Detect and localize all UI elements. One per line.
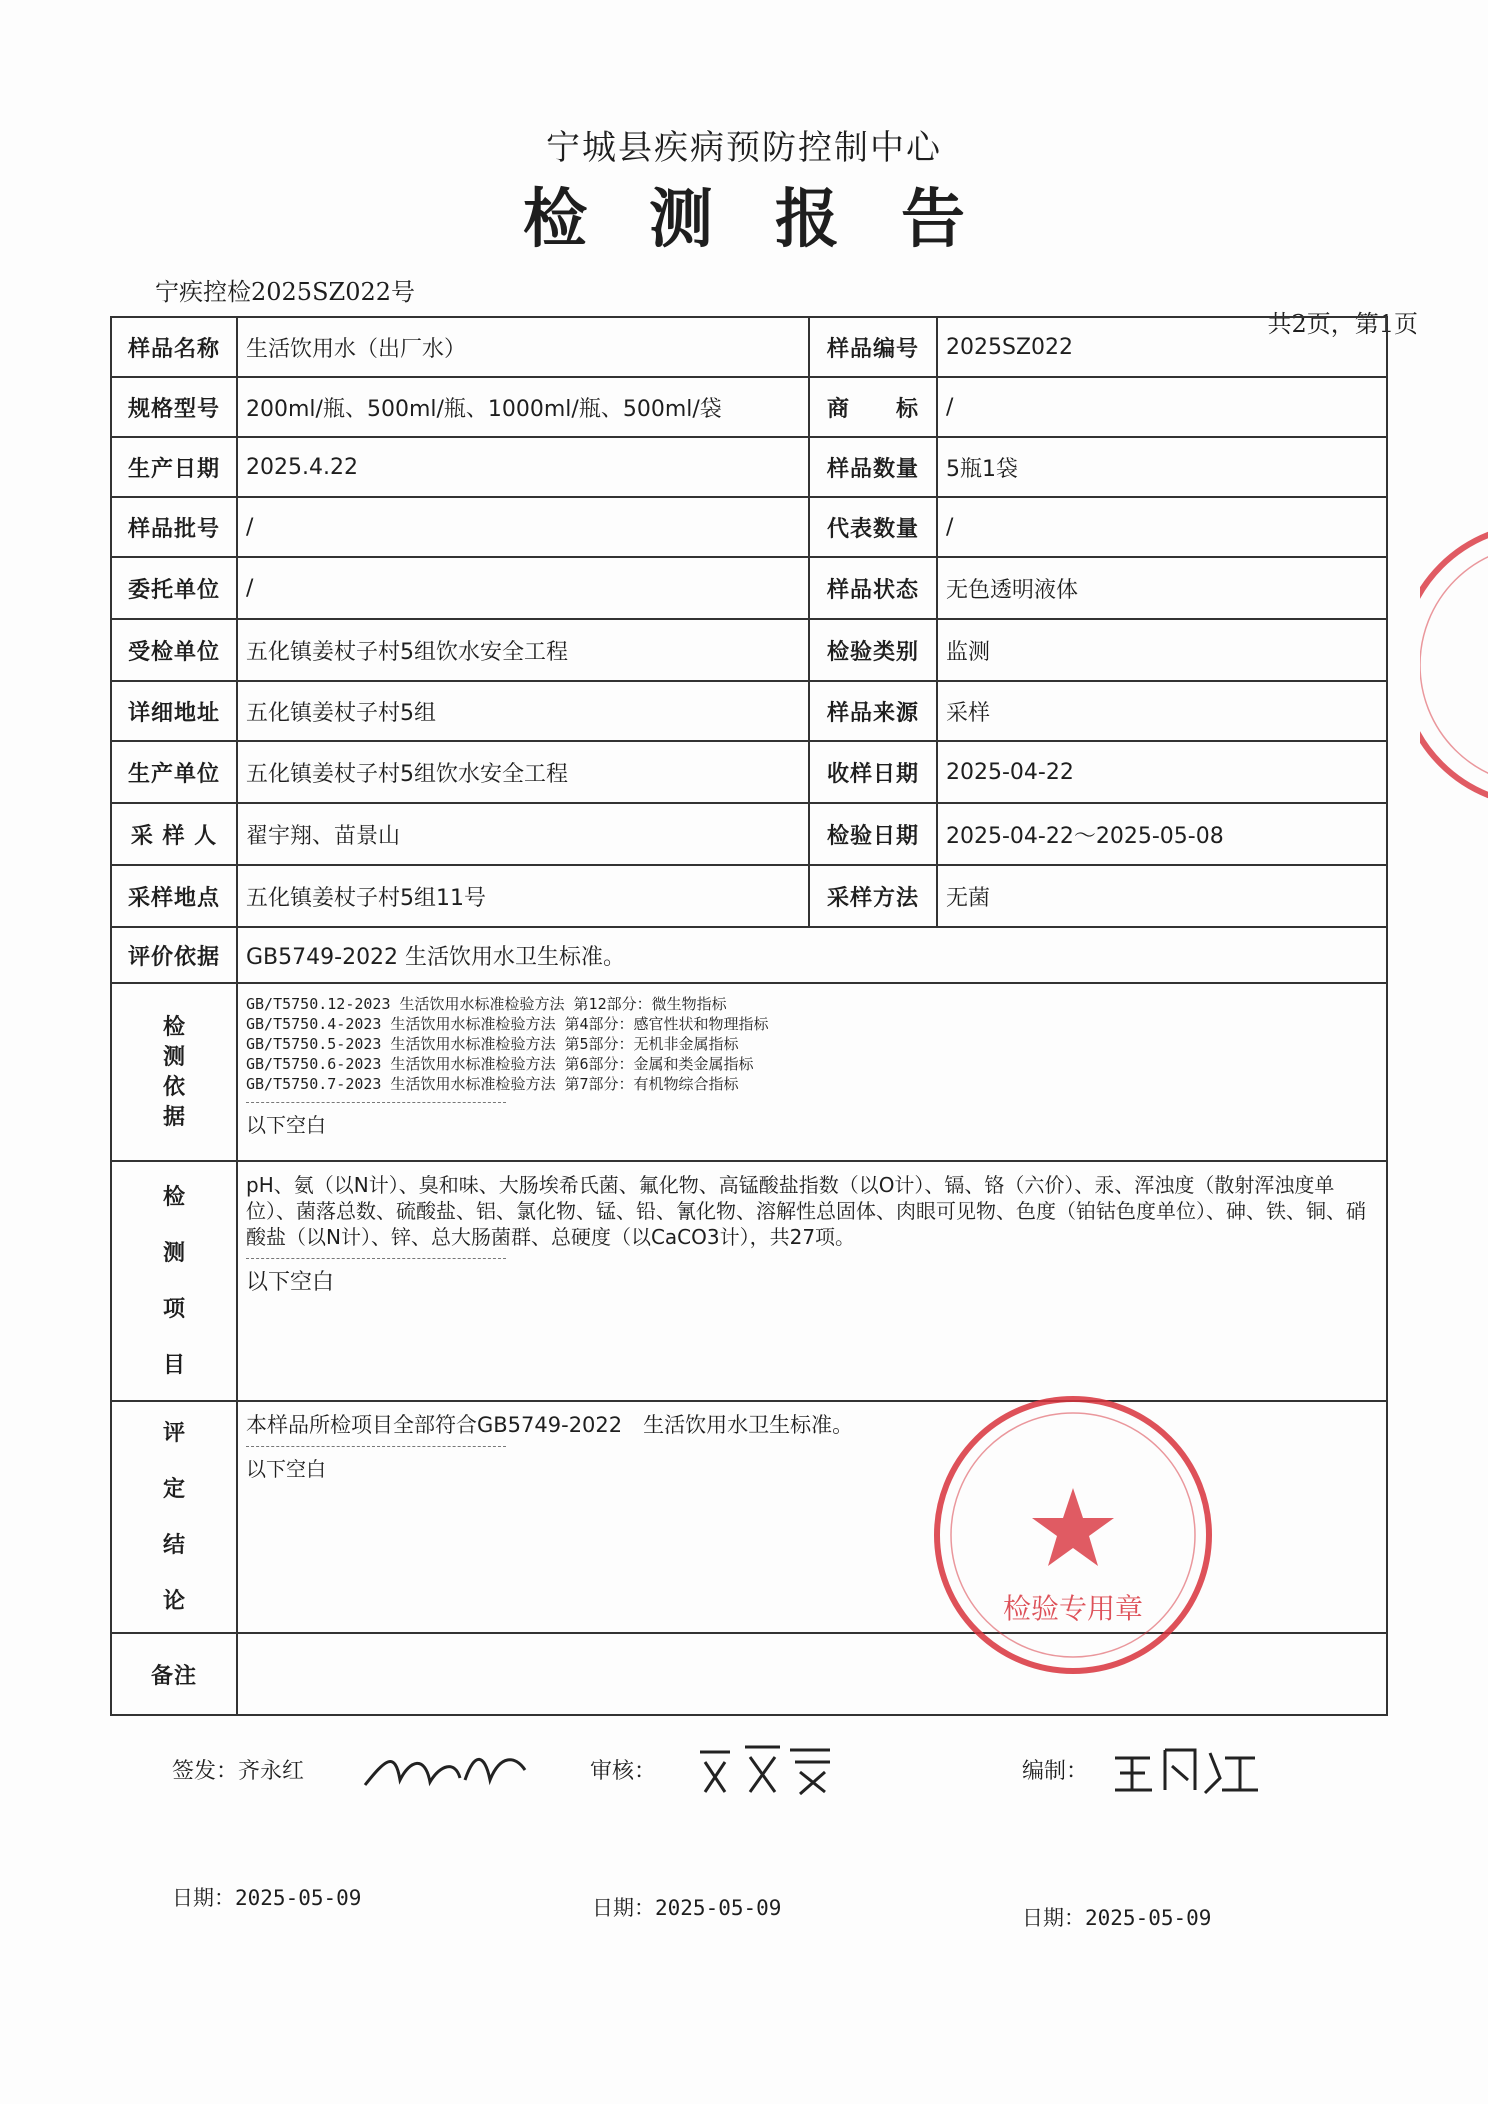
label-test-items: 检 测 项 目 bbox=[111, 1161, 237, 1401]
divider bbox=[246, 1446, 506, 1447]
label-address: 详细地址 bbox=[111, 681, 237, 741]
label-category: 检验类别 bbox=[809, 619, 937, 681]
value-basis: GB5749-2022 生活饮用水卫生标准。 bbox=[237, 927, 1387, 983]
seal-text: 检验专用章 bbox=[1002, 1592, 1144, 1625]
value-recv-date: 2025-04-22 bbox=[937, 741, 1387, 803]
label-remarks: 备注 bbox=[111, 1633, 237, 1715]
label-spec: 规格型号 bbox=[111, 377, 237, 437]
official-seal-icon bbox=[928, 1390, 1218, 1680]
issuer-label: 签发： bbox=[172, 1759, 239, 1784]
compiler-signature-icon bbox=[1110, 1738, 1260, 1798]
value-batch: / bbox=[237, 497, 809, 557]
value-category: 监测 bbox=[937, 619, 1387, 681]
compiler-field bbox=[1022, 1754, 1088, 1785]
value-client: / bbox=[237, 557, 809, 619]
label-test-date: 检验日期 bbox=[809, 803, 937, 865]
divider bbox=[246, 1258, 506, 1259]
test-items-text: pH、氨（以N计）、臭和味、大肠埃希氏菌、氟化物、高锰酸盐指数（以O计）、镉、铬（六价）、汞、浑浊度（散射浑浊度单位）、菌落总数、硫酸盐、铝、氯化物、锰、铅、氰化物、溶解性总固体、肉眼可见物、色度（铂钴色度单位）、砷、铁、铜、硝酸盐（以N计）、锌、总大肠菌群、总硬度（以CaCO3计），共27项。 bbox=[246, 1173, 1366, 1249]
test-basis-line: GB/T5750.4-2023 生活饮用水标准检验方法 第4部分：感官性状和物理指标 bbox=[246, 1015, 769, 1033]
label-method: 采样方法 bbox=[809, 865, 937, 927]
report-title: 检测报告 bbox=[523, 182, 1027, 257]
value-state: 无色透明液体 bbox=[937, 557, 1387, 619]
label-rep-qty: 代表数量 bbox=[809, 497, 937, 557]
label-inspected: 受检单位 bbox=[111, 619, 237, 681]
reviewer-label: 审核： bbox=[590, 1759, 657, 1784]
reviewer-date: 日期：2025-05-09 bbox=[592, 1896, 782, 1920]
test-basis-line: GB/T5750.5-2023 生活饮用水标准检验方法 第5部分：无机非金属指标 bbox=[246, 1035, 739, 1053]
label-basis: 评价依据 bbox=[111, 927, 237, 983]
label-source: 样品来源 bbox=[809, 681, 937, 741]
label-producer: 生产单位 bbox=[111, 741, 237, 803]
label-batch: 样品批号 bbox=[111, 497, 237, 557]
value-sample-name: 生活饮用水（出厂水） bbox=[237, 317, 809, 377]
value-inspected: 五化镇姜杖子村5组饮水安全工程 bbox=[237, 619, 809, 681]
org-name: 宁城县疾病预防控制中心 bbox=[546, 128, 942, 168]
blank-note: 以下空白 bbox=[246, 1270, 335, 1295]
test-basis-line: GB/T5750.7-2023 生活饮用水标准检验方法 第7部分：有机物综合指标 bbox=[246, 1075, 739, 1093]
value-producer: 五化镇姜杖子村5组饮水安全工程 bbox=[237, 741, 809, 803]
label-sample-name: 样品名称 bbox=[111, 317, 237, 377]
blank-note: 以下空白 bbox=[246, 1457, 326, 1481]
value-quantity: 5瓶1袋 bbox=[937, 437, 1387, 497]
value-source: 采样 bbox=[937, 681, 1387, 741]
value-sample-no: 2025SZ022 bbox=[937, 317, 1387, 377]
value-address: 五化镇姜杖子村5组 bbox=[237, 681, 809, 741]
test-basis-content bbox=[237, 983, 1387, 1161]
test-basis-line: GB/T5750.12-2023 生活饮用水标准检验方法 第12部分：微生物指标 bbox=[246, 995, 727, 1013]
blank-note: 以下空白 bbox=[246, 1113, 326, 1137]
value-method: 无菌 bbox=[937, 865, 1387, 927]
report-number: 宁疾控检2025SZ022号 bbox=[155, 278, 416, 306]
label-quantity: 样品数量 bbox=[809, 437, 937, 497]
test-basis-line: GB/T5750.6-2023 生活饮用水标准检验方法 第6部分：金属和类金属指标 bbox=[246, 1055, 754, 1073]
value-sampler: 翟宇翔、苗景山 bbox=[237, 803, 809, 865]
label-recv-date: 收样日期 bbox=[809, 741, 937, 803]
label-client: 委托单位 bbox=[111, 557, 237, 619]
value-test-date: 2025-04-22～2025-05-08 bbox=[937, 803, 1387, 865]
conclusion-text: 本样品所检项目全部符合GB5749-2022 生活饮用水卫生标准。 bbox=[246, 1413, 854, 1437]
label-site: 采样地点 bbox=[111, 865, 237, 927]
label-test-basis: 检 测 依 据 bbox=[111, 983, 237, 1161]
label-conclusion: 评 定 结 论 bbox=[111, 1401, 237, 1633]
compiler-label: 编制： bbox=[1022, 1759, 1089, 1784]
label-sampler: 采 样 人 bbox=[111, 803, 237, 865]
reviewer-signature-icon bbox=[690, 1732, 840, 1802]
value-spec: 200ml/瓶、500ml/瓶、1000ml/瓶、500ml/袋 bbox=[237, 377, 809, 437]
value-prod-date: 2025.4.22 bbox=[237, 437, 809, 497]
reviewer-field bbox=[590, 1754, 656, 1785]
value-rep-qty: / bbox=[937, 497, 1387, 557]
compiler-date: 日期：2025-05-09 bbox=[1022, 1906, 1212, 1930]
test-items-content bbox=[237, 1161, 1387, 1401]
value-brand: / bbox=[937, 377, 1387, 437]
issuer-date: 日期：2025-05-09 bbox=[172, 1886, 362, 1910]
issuer-name: 齐永红 bbox=[238, 1759, 305, 1784]
side-seal-icon bbox=[1420, 515, 1488, 815]
issuer-signature-icon bbox=[360, 1740, 530, 1800]
value-site: 五化镇姜杖子村5组11号 bbox=[237, 865, 809, 927]
page-info: 共2页，第1页 bbox=[1267, 310, 1418, 338]
label-sample-no: 样品编号 bbox=[809, 317, 937, 377]
label-state: 样品状态 bbox=[809, 557, 937, 619]
divider bbox=[246, 1102, 506, 1103]
label-prod-date: 生产日期 bbox=[111, 437, 237, 497]
label-brand: 商 标 bbox=[809, 377, 937, 437]
issuer-field bbox=[172, 1754, 304, 1785]
